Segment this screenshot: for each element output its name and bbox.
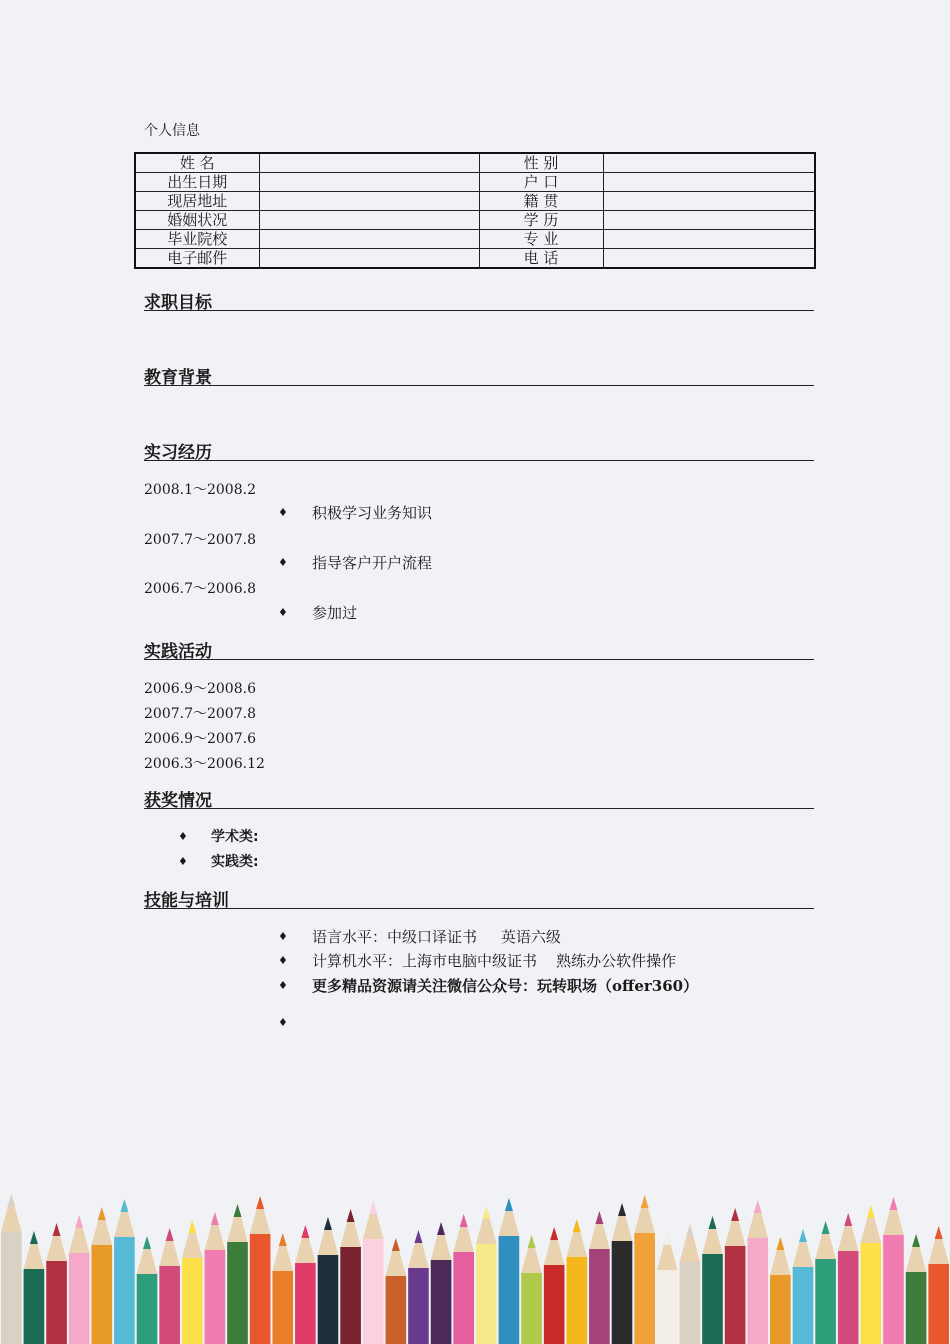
pencil-shape bbox=[747, 1200, 768, 1344]
pencil-shape bbox=[24, 1231, 45, 1344]
field-value bbox=[603, 249, 815, 269]
pencil-shape bbox=[295, 1225, 316, 1344]
field-label: 电 话 bbox=[479, 249, 603, 269]
section-title: 实践活动 bbox=[144, 642, 212, 662]
pencil-shape bbox=[861, 1205, 882, 1344]
pencil-shape bbox=[815, 1221, 836, 1344]
pencil-shape bbox=[272, 1233, 293, 1344]
bullet-icon: ♦ bbox=[278, 606, 288, 619]
field-value bbox=[603, 173, 815, 192]
pencil-shape bbox=[906, 1234, 927, 1344]
pencil-shape bbox=[634, 1195, 655, 1344]
section-title: 实习经历 bbox=[144, 443, 212, 463]
field-label: 性 别 bbox=[479, 153, 603, 173]
field-value bbox=[259, 192, 479, 211]
pencil-shape bbox=[928, 1226, 949, 1344]
field-value bbox=[259, 211, 479, 230]
practice-date: 2006.3～2006.12 bbox=[144, 756, 265, 772]
bullet-icon: ♦ bbox=[278, 556, 288, 569]
internship-item: 积极学习业务知识 bbox=[312, 504, 433, 522]
pencil-shape bbox=[589, 1211, 610, 1344]
field-label: 出生日期 bbox=[135, 173, 259, 192]
colored-pencils-decoration bbox=[0, 1174, 950, 1344]
pencil-shape bbox=[476, 1206, 497, 1344]
pencil-shape bbox=[521, 1235, 542, 1344]
section-title: 教育背景 bbox=[144, 368, 212, 388]
pencil-shape bbox=[318, 1217, 339, 1344]
pencil-shape bbox=[250, 1196, 271, 1344]
bullet-icon: ♦ bbox=[278, 506, 288, 519]
field-label: 电子邮件 bbox=[135, 249, 259, 269]
table-row bbox=[135, 153, 815, 173]
pencil-shape bbox=[793, 1229, 814, 1344]
pencil-shape bbox=[680, 1224, 701, 1344]
practice-date: 2006.9～2007.6 bbox=[144, 731, 256, 747]
pencil-shape bbox=[1, 1194, 22, 1344]
section-practice bbox=[144, 637, 814, 660]
field-value bbox=[259, 153, 479, 173]
field-label: 婚姻状况 bbox=[135, 211, 259, 230]
pencil-shape bbox=[159, 1228, 180, 1344]
field-label: 学 历 bbox=[479, 211, 603, 230]
pencil-shape bbox=[544, 1227, 565, 1344]
bullet-icon: ♦ bbox=[278, 979, 288, 992]
pencil-shape bbox=[838, 1213, 859, 1344]
pencil-shape bbox=[770, 1237, 791, 1344]
internship-date: 2006.7～2006.8 bbox=[144, 581, 256, 597]
field-label: 户 口 bbox=[479, 173, 603, 192]
pencil-shape bbox=[69, 1215, 90, 1344]
field-label: 籍 贯 bbox=[479, 192, 603, 211]
practice-date: 2006.9～2008.6 bbox=[144, 681, 256, 697]
table-row bbox=[135, 192, 815, 211]
pencil-shape bbox=[702, 1216, 723, 1344]
bullet-icon: ♦ bbox=[278, 1016, 288, 1029]
table-row bbox=[135, 173, 815, 192]
personal-info-heading: 个人信息 bbox=[144, 123, 200, 139]
pencil-shape bbox=[386, 1238, 407, 1344]
bullet-icon: ♦ bbox=[178, 830, 188, 843]
field-label: 现居地址 bbox=[135, 192, 259, 211]
award-item: 实践类: bbox=[211, 854, 259, 870]
pencil-shape bbox=[883, 1197, 904, 1344]
pencil-shape bbox=[182, 1220, 203, 1344]
bullet-icon: ♦ bbox=[178, 855, 188, 868]
table-row bbox=[135, 211, 815, 230]
pencil-shape bbox=[227, 1204, 248, 1344]
internship-date: 2007.7～2007.8 bbox=[144, 532, 256, 548]
skill-item: 语言水平：中级口译证书 英语六级 bbox=[312, 928, 561, 946]
field-label: 毕业院校 bbox=[135, 230, 259, 249]
pencil-shape bbox=[205, 1212, 226, 1344]
pencil-shape bbox=[137, 1236, 158, 1344]
personal-info-table bbox=[134, 152, 816, 269]
field-value bbox=[603, 192, 815, 211]
field-value bbox=[259, 230, 479, 249]
section-title: 获奖情况 bbox=[144, 791, 212, 811]
section-skills bbox=[144, 886, 814, 909]
award-item: 学术类: bbox=[211, 829, 259, 845]
field-label: 姓 名 bbox=[135, 153, 259, 173]
pencil-shape bbox=[657, 1232, 678, 1344]
bullet-icon: ♦ bbox=[278, 930, 288, 943]
section-internship bbox=[144, 438, 814, 461]
bullet-icon: ♦ bbox=[278, 954, 288, 967]
section-awards bbox=[144, 786, 814, 809]
internship-item: 指导客户开户流程 bbox=[312, 554, 433, 572]
pencil-shape bbox=[91, 1207, 112, 1344]
pencil-shape bbox=[408, 1230, 429, 1344]
pencil-shape bbox=[453, 1214, 474, 1344]
pencil-shape bbox=[363, 1201, 384, 1344]
section-title: 求职目标 bbox=[144, 293, 212, 313]
field-value bbox=[259, 249, 479, 269]
pencil-shape bbox=[499, 1198, 520, 1344]
practice-date: 2007.7～2007.8 bbox=[144, 706, 256, 722]
pencil-shape bbox=[725, 1208, 746, 1344]
skill-item: 计算机水平：上海市电脑中级证书 熟练办公软件操作 bbox=[312, 952, 677, 970]
section-education bbox=[144, 363, 814, 386]
pencil-shape bbox=[114, 1199, 135, 1344]
pencil-shape bbox=[612, 1203, 633, 1344]
section-title: 技能与培训 bbox=[144, 891, 229, 911]
internship-date: 2008.1～2008.2 bbox=[144, 482, 256, 498]
field-label: 专 业 bbox=[479, 230, 603, 249]
pencil-shape bbox=[431, 1222, 452, 1344]
field-value bbox=[603, 230, 815, 249]
pencil-shape bbox=[566, 1219, 587, 1344]
pencil-shape bbox=[340, 1209, 361, 1344]
pencil-shape bbox=[46, 1223, 67, 1344]
field-value bbox=[259, 173, 479, 192]
table-row bbox=[135, 230, 815, 249]
internship-item: 参加过 bbox=[312, 604, 358, 622]
field-value bbox=[603, 211, 815, 230]
field-value bbox=[603, 153, 815, 173]
section-objective bbox=[144, 288, 814, 311]
table-row bbox=[135, 249, 815, 269]
promo-line: 更多精品资源请关注微信公众号：玩转职场（offer360） bbox=[312, 977, 699, 995]
